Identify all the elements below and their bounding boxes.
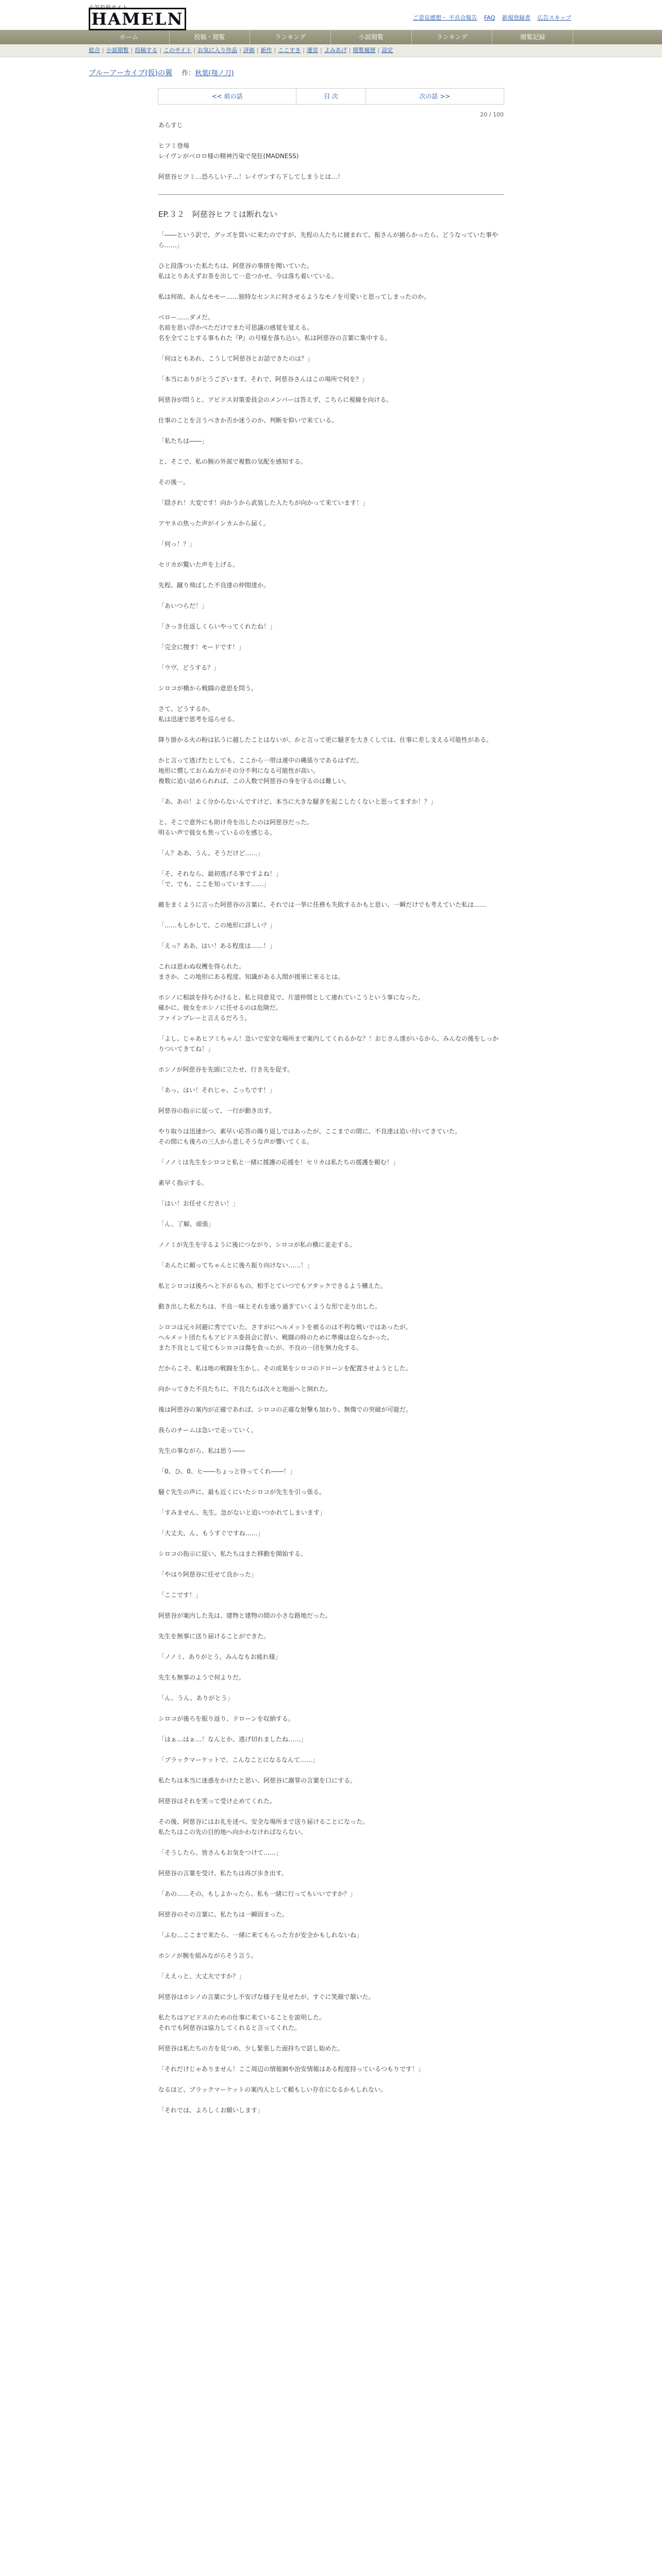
subnav-separator: |	[159, 47, 162, 54]
text-paragraph: まさか、この地形にある程度、知識がある人間が援軍に来るとは。	[158, 973, 344, 980]
text-paragraph: 素早く指示する。	[158, 1179, 208, 1187]
text-paragraph: シロコが後ろを振り返り、ドローンを収納する。	[158, 1715, 294, 1722]
feedback-link[interactable]: ご意見感想・ 不具合報告	[412, 14, 477, 21]
text-paragraph	[158, 1786, 504, 1796]
subnav-link[interactable]: 評価	[243, 47, 255, 54]
text-paragraph: 「それだけじゃありません！ここ周辺の情報網や治安情報はある程度持っているつもりです！」	[158, 2065, 424, 2073]
text-paragraph: 阿慈谷が案内した先は、建物と建物の間の小さな路地だった。	[158, 1612, 332, 1619]
text-paragraph	[158, 2074, 504, 2084]
text-paragraph: ファインプレーと言えるだろう。	[158, 1014, 251, 1022]
text-paragraph: 名前を思い浮かべただけでまた可思議の感覚を覚える。	[158, 324, 313, 331]
text-paragraph	[158, 2002, 504, 2012]
text-paragraph	[158, 724, 504, 735]
text-paragraph	[158, 1456, 504, 1466]
text-paragraph	[158, 549, 504, 560]
text-paragraph	[158, 1394, 504, 1404]
text-paragraph: 後は阿慈谷の案内が正確であれば、シロコの正確な射撃も加わり、無傷での突破が可能だ。	[158, 1406, 412, 1413]
subnav-link[interactable]: よみあげ	[324, 47, 347, 54]
text-paragraph: 阿慈谷は私たちの方を見つめ、少し緊張した面持ちで話し始めた。	[158, 2045, 344, 2052]
text-paragraph	[158, 1250, 504, 1260]
text-paragraph	[158, 1312, 504, 1322]
text-paragraph: 降り掛かる火の粉は払うに越したことはないが、かと言って更に騒ぎを大きくしては、仕事に差し支える可能性がある。	[158, 736, 493, 743]
text-paragraph: 「さっき仕返しくらいやってくれたね！」	[158, 623, 276, 630]
text-paragraph: 阿慈谷はそれを笑って受け止めてくれた。	[158, 1798, 276, 1805]
text-paragraph	[158, 1147, 504, 1157]
text-paragraph: 地形に慣しておらぬ方がその分不利になる可能性が高い。	[158, 767, 320, 774]
text-paragraph: 「ん？ああ、うん。そうだけど……」	[158, 850, 264, 857]
text-paragraph: 動き出した私たちは、不良一味とそれを通り過ぎていくような形で走り出した。	[158, 1303, 382, 1310]
text-paragraph	[158, 1641, 504, 1652]
subnav-link[interactable]: お気に入り作品	[197, 47, 238, 54]
ad-skip-link[interactable]: 広告スキップ	[537, 14, 571, 21]
text-paragraph: 「そうしたら、皆さんもお気をつけて……」	[158, 1849, 283, 1856]
text-paragraph	[158, 1858, 504, 1868]
nav-item[interactable]: ランキング	[250, 30, 331, 44]
text-paragraph: 「それでは、よろしくお願いします」	[158, 2107, 264, 2114]
text-paragraph	[158, 529, 504, 539]
text-paragraph	[158, 590, 504, 601]
subnav-separator: |	[239, 47, 241, 54]
text-paragraph: 「ふむ…ここまで来たら、一緒に来てもらった方が安全かもしれないね」	[158, 1931, 363, 1939]
text-paragraph: 向かってきた不良たちに、不良たちは次々と地面へと倒れた。	[158, 1385, 332, 1393]
text-paragraph: 私は迅速で思考を巡らせる。	[158, 716, 239, 723]
text-paragraph	[158, 1662, 504, 1672]
nav-item[interactable]: 閲覧記録	[492, 30, 573, 44]
text-paragraph: 私たちは本当に迷惑をかけたと思い、阿慈谷に謝罪の言葉を口にする。	[158, 1777, 357, 1784]
text-paragraph	[158, 982, 504, 992]
text-paragraph: 「私たちは――」	[158, 437, 208, 445]
text-paragraph	[158, 1188, 504, 1198]
text-paragraph: 「ブラックマーケットで、こんなことになるなんて……」	[158, 1756, 319, 1764]
text-paragraph: それでも阿慈谷は協力してくれると言ってくれた。	[158, 2024, 301, 2031]
novel-title-link[interactable]: ブルーアーカイブ(仮)の翼	[89, 69, 173, 77]
text-paragraph: 「ウヴ、どうする？」	[158, 664, 220, 671]
subnav-separator: |	[377, 47, 380, 54]
text-paragraph	[158, 1703, 504, 1714]
text-paragraph: 「何っ！？」	[158, 540, 196, 548]
text-paragraph	[158, 1940, 504, 1951]
nav-item[interactable]: 小説閲覧	[331, 30, 412, 44]
nav-item[interactable]: ランキング	[412, 30, 493, 44]
text-paragraph: 「本当にありがとうございます。それで、阿慈谷さんはこの場所で何を？」	[158, 376, 368, 383]
preface-line: レイヴンがベロロ様の精神汚染で発狂(MADNESS)	[158, 152, 299, 160]
faq-link[interactable]: FAQ	[484, 14, 495, 21]
novel-header	[89, 67, 573, 81]
subnav-separator: |	[320, 47, 322, 54]
text-paragraph: 「あいつらだ！」	[158, 602, 208, 609]
text-paragraph	[158, 693, 504, 704]
text-paragraph: 私たちはアビドスのための仕事に来ていることを説明した。	[158, 2014, 325, 2021]
text-paragraph	[158, 1837, 504, 1848]
text-paragraph	[158, 1600, 504, 1611]
text-paragraph	[158, 281, 504, 292]
text-paragraph: 「完全に捜す！モードです！」	[158, 643, 245, 651]
text-paragraph	[158, 1559, 504, 1569]
text-paragraph: セリカが驚いた声を上げる。	[158, 561, 239, 568]
text-paragraph: シロコが横から戦闘の意思を問う。	[158, 685, 258, 692]
text-paragraph: 先生の事ながら、私は思う――	[158, 1447, 245, 1454]
text-paragraph: 「あの……その、もしよかったら、私も一緒に行ってもいいですか？」	[158, 1890, 356, 1897]
text-paragraph: 私たちはこの先の目的地へ向かわなければならない。	[158, 1828, 307, 1836]
text-paragraph	[158, 652, 504, 663]
text-paragraph	[158, 1477, 504, 1487]
text-paragraph	[158, 1497, 504, 1507]
text-paragraph: 「あ、あの！よく分からないんですけど、本当に大きな騒ぎを起こしたくないと思ってますか！？」	[158, 798, 437, 805]
text-paragraph	[158, 2054, 504, 2064]
text-paragraph: 確かに、彼女をホシノに任せるのは危険だ。	[158, 1004, 282, 1011]
text-paragraph	[158, 1270, 504, 1281]
text-paragraph: だからこそ、私は地の戦闘を生かし、その成果をシロコのドローンを配置させようとした。	[158, 1365, 412, 1372]
subnav-separator: |	[349, 47, 351, 54]
divider	[158, 194, 504, 195]
text-paragraph	[158, 1209, 504, 1219]
prev-episode-link[interactable]: << 前の話	[158, 89, 296, 104]
subnav-separator: |	[303, 47, 305, 54]
text-paragraph: シロコは元々回避に秀でていた。さすがにヘルメットを被るのは不利な戦いではあったが、	[158, 1324, 412, 1331]
text-paragraph	[158, 446, 504, 456]
text-paragraph: 「すみません、先生。急がないと追いつかれてしまいます」	[158, 1509, 326, 1516]
text-paragraph: 私は何故、あんなモモー……独特なセンスに何させるようなモノを可愛いと思ってしまったのか。	[158, 293, 431, 300]
text-paragraph: と、そこで、私の腕の外部で複数の気配を感知する。	[158, 458, 307, 465]
text-paragraph	[158, 1167, 504, 1178]
text-paragraph	[158, 1518, 504, 1528]
subnav-link[interactable]: 総合	[89, 47, 100, 54]
text-paragraph: 騒ぐ先生の声に、最も近くにいたシロコが先生を引っ張る。	[158, 1488, 326, 1496]
subnav-link[interactable]: ここすき	[278, 47, 301, 54]
text-paragraph: 「はぁ…はぁ…！なんとか、逃げ切れましたね……」	[158, 1736, 307, 1743]
text-paragraph	[158, 570, 504, 580]
text-paragraph	[158, 1291, 504, 1301]
text-paragraph: 「何はともあれ、こうして阿慈谷とお話できたのは？」	[158, 355, 313, 362]
text-paragraph: ホシノが腕を組みながらそう言う。	[158, 1952, 257, 1959]
text-paragraph: 先生を無事に送り届けることができた。	[158, 1633, 270, 1640]
preface-line	[158, 130, 504, 141]
text-paragraph	[158, 1116, 504, 1126]
text-paragraph: その間にも後ろの三人から悲しそうな声が響いてくる。	[158, 1138, 313, 1145]
text-paragraph	[158, 1765, 504, 1775]
text-paragraph	[158, 858, 504, 869]
subnav-separator: |	[130, 47, 133, 54]
sub-nav	[0, 44, 662, 57]
text-paragraph: なるほど、ブラックマーケットの案内人として頼もしい存在になるかもしれない。	[158, 2086, 387, 2093]
text-paragraph	[158, 1415, 504, 1425]
text-paragraph: かと言って逃げたとしても、ここから一帯は連中の縄張りであるはずだ。	[158, 757, 363, 764]
text-paragraph: また不良として見てもシロコは傷を負ったが、不良の一団を無力化する。	[158, 1344, 363, 1351]
text-paragraph	[158, 2095, 504, 2105]
text-paragraph	[158, 1580, 504, 1590]
logo-subtitle: 小説投稿サイト	[89, 5, 128, 11]
text-paragraph	[158, 807, 504, 817]
episode-body	[158, 110, 504, 2115]
text-paragraph: やり取りは迅速かつ、素早い応答の繰り返しではあったが、ここまでの間に、不良達は追い付いてきていた。	[158, 1128, 461, 1135]
text-paragraph: 「……もしかして、この地形に詳しい？」	[158, 922, 276, 929]
text-paragraph: 「大丈夫、ん、もうすぐですね……」	[158, 1530, 264, 1537]
site-logo[interactable]	[89, 3, 187, 27]
top-links	[408, 13, 571, 22]
text-paragraph	[158, 343, 504, 353]
text-paragraph: 阿慈谷はホシノの言葉に少し不安げな様子を見せたが、すぐに笑顔で頷いた。	[158, 1993, 375, 2001]
text-paragraph: と、そこで意外にも助け舟を出したのは阿慈谷だった。	[158, 819, 313, 826]
text-paragraph: 阿慈谷のその言葉に、私たちは一瞬固まった。	[158, 1911, 289, 1918]
text-paragraph	[158, 1075, 504, 1085]
subnav-link[interactable]: 小説閲覧	[106, 47, 129, 54]
text-paragraph: 阿慈谷が問うと、アビドス対策委員会のメンバーは答えず、こちらに視線を向ける。	[158, 396, 393, 403]
text-paragraph: 敵をまくように言った阿慈谷の言葉に、それでは一挙に任務も失敗するかもと思い、一瞬だけでも考えていた私は……	[158, 901, 487, 908]
subnav-separator: |	[256, 47, 259, 54]
site-header	[0, 0, 662, 30]
text-paragraph	[158, 930, 504, 941]
text-paragraph	[158, 1878, 504, 1889]
text-paragraph: 仕事のことを言うべきか否か迷うのか、判断を仰いで来ている。	[158, 417, 338, 424]
logo-text: HAMELN	[89, 11, 187, 27]
text-paragraph: 「あっ、はい！それじゃ、こっちです！」	[158, 1087, 276, 1094]
text-paragraph	[158, 673, 504, 683]
text-paragraph: 明るい声で彼女も焦っているのを感じる。	[158, 829, 276, 836]
subnav-separator: |	[193, 47, 196, 54]
episode-counter: 20 / 100	[480, 111, 504, 118]
text-paragraph	[158, 302, 504, 312]
author-label: 作：	[181, 70, 195, 77]
author-link[interactable]: 秋葉(翔ノ刀)	[195, 70, 234, 77]
subnav-link[interactable]: 新作	[260, 47, 272, 54]
preface-line: あらすじ	[158, 122, 184, 129]
subnav-link[interactable]: 運営	[306, 47, 318, 54]
subnav-separator: |	[102, 47, 104, 54]
preface-line: 阿慈谷ヒフミ…恐ろしい子…！レイヴンすら下してしまうとは…！	[158, 173, 344, 180]
episode-text	[158, 230, 504, 2115]
text-paragraph	[158, 1981, 504, 1992]
text-paragraph	[158, 1229, 504, 1240]
text-paragraph: その後一。	[158, 479, 190, 486]
text-paragraph: 「よし、じゃあヒフミちゃん！急いで安全な場所まで案内してくれるかな？！おじさん達がいるから、みんなの後をしっかりついてきてね！」	[158, 1035, 499, 1053]
text-paragraph: 「そ、それなら、最初逃げる事ですよね！」	[158, 870, 282, 877]
text-paragraph: 「ノノミ、ありがとう。みんなもお疲れ様」	[158, 1653, 282, 1660]
text-paragraph: 私はとりあえずお茶を出して一息つかせ、今は落ち着いている。	[158, 273, 338, 280]
text-paragraph	[158, 508, 504, 518]
text-paragraph: その後、阿慈谷にはお礼を述べ、安全な場所まで送り届けることになった。	[158, 1818, 369, 1825]
text-paragraph: 「やはり阿慈谷に任せて良かった」	[158, 1571, 258, 1578]
main-nav	[0, 30, 662, 44]
text-paragraph	[158, 786, 504, 796]
text-paragraph	[158, 426, 504, 436]
text-paragraph: ひと段落ついた私たちは、阿慈谷の事情を聞いていた。	[158, 262, 313, 269]
toc-link[interactable]: 目 次	[296, 89, 366, 104]
text-paragraph: ヘルメット団たちもアビドス委員会に習い、戦闘の時のために準備は怠らなかった。	[158, 1334, 393, 1341]
text-paragraph: 阿慈谷の言葉を受け、私たちは再び歩き出す。	[158, 1870, 288, 1877]
text-paragraph	[158, 611, 504, 621]
text-paragraph	[158, 1353, 504, 1363]
text-paragraph: アヤネの焦った声がインカムから届く。	[158, 520, 270, 527]
subnav-link[interactable]: 閲覧履歴	[353, 47, 376, 54]
text-paragraph: シロコの指示に従い、私たちはまた移動を開始する。	[158, 1550, 307, 1557]
register-link[interactable]: 新規登録者	[502, 14, 531, 21]
text-paragraph	[158, 951, 504, 961]
text-paragraph	[158, 1538, 504, 1549]
text-paragraph: 「――という訳で、グッズを買いに来たのですが、先程の人たちに捕まれて、振さんが捕らかったら、どうなっていた事やら……」	[158, 231, 498, 249]
text-paragraph: 阿慈谷の指示に従って、一行が動き出す。	[158, 1107, 275, 1114]
text-paragraph: 「あんたに頼ってちゃんとに後ろ振り向けない……！」	[158, 1262, 313, 1269]
text-paragraph: ホシノが阿慈谷を先頭に立たせ、行き先を促す。	[158, 1066, 294, 1073]
text-paragraph	[158, 889, 504, 900]
text-paragraph: 「ええっと、大丈夫ですか？」	[158, 1973, 245, 1980]
text-paragraph: 我らのチームは急いで走っていく。	[158, 1427, 257, 1434]
main-content	[89, 67, 573, 2115]
text-paragraph	[158, 632, 504, 642]
text-paragraph: 「はい！お任せください！」	[158, 1200, 239, 1207]
preface-line	[158, 161, 504, 172]
text-paragraph	[158, 405, 504, 415]
text-paragraph	[158, 384, 504, 395]
preface	[158, 120, 504, 182]
text-paragraph	[158, 910, 504, 920]
text-paragraph	[158, 1621, 504, 1631]
text-paragraph: 「隠され！大変です！向かうから武装した人たちが向かって来ています！」	[158, 499, 369, 506]
text-paragraph	[158, 838, 504, 848]
text-paragraph	[158, 745, 504, 755]
text-paragraph	[158, 1435, 504, 1446]
text-paragraph: 「ん、了解、頑張」	[158, 1221, 214, 1228]
nav-item[interactable]: 投稿・閲覧	[170, 30, 251, 44]
text-paragraph	[158, 487, 504, 498]
text-paragraph	[158, 467, 504, 477]
text-paragraph: ノノミが先生を守るように後につながり、シロコが私の横に並走する。	[158, 1241, 356, 1248]
text-paragraph	[158, 1054, 504, 1064]
subnav-link[interactable]: 投稿する	[135, 47, 158, 54]
text-paragraph	[158, 1920, 504, 1930]
text-paragraph: 先生も無事のようで何よりだ。	[158, 1674, 245, 1681]
text-paragraph: さて、どうするか。	[158, 705, 214, 713]
text-paragraph	[158, 1023, 504, 1033]
text-paragraph: 「ここです！」	[158, 1591, 202, 1599]
text-paragraph: ホシノに相談を持ちかけると、私と同意見で、片道仲間として連れていこうという事になった。	[158, 994, 424, 1001]
subnav-link[interactable]: このサイト	[163, 47, 192, 54]
text-paragraph: 「ん、うん、ありがとう」	[158, 1694, 234, 1702]
next-episode-link[interactable]: 次の話 >>	[419, 93, 451, 100]
text-paragraph	[158, 1961, 504, 1971]
nav-item[interactable]: ホーム	[89, 30, 170, 44]
text-paragraph	[158, 1095, 504, 1106]
chapter-title: EP.３２ 阿慈谷ヒフミは断れない	[158, 210, 277, 219]
text-paragraph	[158, 1374, 504, 1384]
text-paragraph	[158, 250, 504, 261]
episode-pager	[158, 88, 504, 105]
text-paragraph	[158, 364, 504, 374]
text-paragraph: 名を全てことする事もれた『P』の号様を落ち込い。私は阿慈谷の言葉に集中する。	[158, 334, 391, 342]
text-paragraph: 「0、ひ、0、ヒ――ちょっと待ってくれ――！」	[158, 1468, 296, 1475]
text-paragraph: 「えっ？ああ、はい！ある程度は……！」	[158, 942, 276, 950]
text-paragraph	[158, 2033, 504, 2043]
text-paragraph	[158, 1806, 504, 1817]
subnav-link[interactable]: 設定	[382, 47, 393, 54]
text-paragraph: これは思わぬ収穫を得られた。	[158, 963, 245, 970]
text-paragraph: 「ノノミは先生をシロコと私と一緒に援護の応援を！セリカは私たちの援護を頼む！」	[158, 1159, 399, 1166]
preface-line: ヒフミ登場	[158, 142, 190, 149]
text-paragraph	[158, 1724, 504, 1734]
text-paragraph: ベロー……ダメだ。	[158, 314, 214, 321]
text-paragraph: 「で、でも、ここを知っています……」	[158, 880, 270, 888]
text-paragraph	[158, 1683, 504, 1693]
text-paragraph: 複数に追い詰められれば、この人数で阿慈谷の身を守るのは難しい。	[158, 777, 351, 785]
subnav-separator: |	[274, 47, 276, 54]
text-paragraph: 私とシロコは後ろへと下がるもの、相手とていつでもアタックできるよう構えた。	[158, 1282, 387, 1290]
text-paragraph	[158, 1899, 504, 1909]
text-paragraph	[158, 1744, 504, 1755]
text-paragraph: 先程、蹴り飛ばした不良達の仲間達か。	[158, 582, 270, 589]
